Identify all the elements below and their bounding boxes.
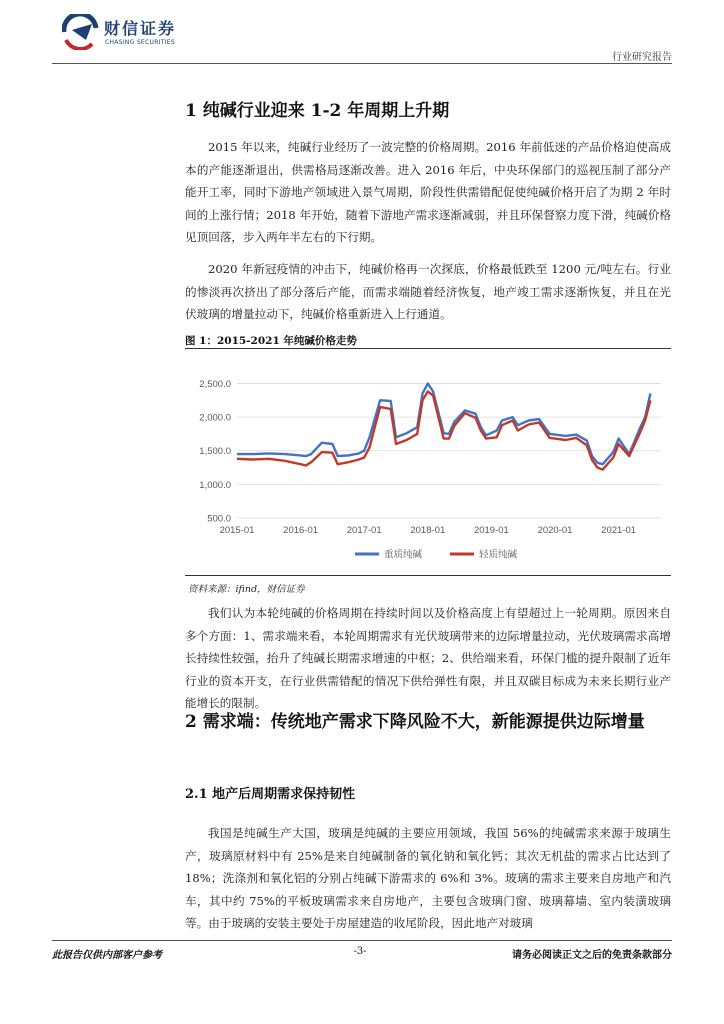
logo-english-name: CHASING SECURITIES [105, 39, 175, 46]
section-2-1-heading: 2.1 地产后周期需求保持韧性 [185, 787, 356, 802]
section-1-paragraph-3: 我们认为本轮纯碱的价格周期在持续时间以及价格高度上有望超过上一轮周期。原因来自多个方面：1、需求端来看，本轮周期需求有光伏玻璃带来的边际增量拉动，光伏玻璃需求高增长持续性较强，抬升了纯碱长期需求增速的中枢；2、供给端来看，环保门槛的提升限制了近年行业的资本开支，在行业供需错配的情况下供给弹性有限，并且双碳目标成为未来长期行业产能增长的限制。 [185, 606, 671, 710]
x-tick-label: 2019-01 [473, 525, 509, 536]
x-tick-label: 2020-01 [537, 525, 573, 536]
figure-bottom-rule [185, 575, 671, 576]
x-tick-label: 2015-01 [219, 525, 255, 536]
x-tick-label: 2018-01 [410, 525, 446, 536]
y-tick-label: 1,000.0 [199, 479, 231, 491]
logo-chinese-name: 财信证券 [104, 19, 177, 38]
footer-divider [52, 940, 672, 941]
footer-disclaimer-right: 请务必阅读正文之后的免责条款部分 [512, 950, 672, 961]
section-1-paragraph-1: 2015 年以来，纯碱行业经历了一波完整的价格周期。2016 年前低迷的产品价格迫使高成本的产能逐渐退出，供需格局逐渐改善。进入 2016 年后，中央环保部门的巡视压制了部分产能开工率，同时下游地产领域进入景气周期，阶段性供需错配促使纯碱价格开启了为期 2 年时间的上涨行情；2018 年开始，随着下游地产需求逐渐减弱，并且环保督察力度下滑，纯碱价格见顶回落，步入两年半左右的下行期。 [185, 140, 671, 244]
report-type-label: 行业研究报告 [612, 52, 672, 63]
header-divider [52, 63, 672, 64]
x-tick-label: 2017-01 [346, 525, 382, 536]
figure-1-title: 图 1：2015-2021 年纯碱价格走势 [185, 335, 357, 347]
y-tick-label: 2,500.0 [199, 378, 231, 390]
y-tick-label: 2,000.0 [199, 412, 231, 424]
section-1-heading: 1 纯碱行业迎来 1-2 年周期上升期 [185, 101, 450, 121]
section-2-paragraph-1: 我国是纯碱生产大国，玻璃是纯碱的主要应用领域，我国 56%的纯碱需求来源于玻璃生产，玻璃原材料中有 25%是来自纯碱制备的氧化钠和氧化钙；其次无机盐的需求占比达到了 18%；洗涤剂和氧化铝的分别占纯碱下游需求的 6%和 3%。玻璃的需求主要来自房地产和汽车，其中约 75%的平板玻璃需求来自房地产，主要包含玻璃门窗、玻璃幕墙、室内装潢玻璃等。由于玻璃的安装主要处于房屋建造的收尾阶段，因此地产对玻璃 [185, 826, 671, 930]
page-number: -3- [353, 946, 367, 957]
section-2-heading: 2 需求端：传统地产需求下降风险不大，新能源提供边际增量 [185, 712, 645, 732]
y-tick-label: 1,500.0 [199, 446, 231, 458]
x-tick-label: 2016-01 [283, 525, 319, 536]
legend-label-light-soda: 轻质纯碱 [479, 549, 518, 561]
figure-source-note: 资料来源：ifind，财信证券 [188, 584, 305, 595]
section-1-paragraph-2: 2020 年新冠疫情的冲击下，纯碱价格再一次探底，价格最低跌至 1200 元/吨左右。行业的惨淡再次挤出了部分落后产能，而需求端随着经济恢复，地产竣工需求逐渐恢复，并且在光伏玻璃的增量拉动下，纯碱价格重新进入上行通道。 [185, 262, 671, 321]
price-line-chart [185, 350, 671, 574]
legend-label-heavy-soda: 重质纯碱 [384, 549, 423, 561]
x-tick-label: 2021-01 [601, 525, 637, 536]
footer-disclaimer-left: 此报告仅供内部客户参考 [52, 950, 162, 961]
y-tick-label: 500.0 [207, 513, 231, 525]
figure-top-rule [185, 348, 671, 349]
